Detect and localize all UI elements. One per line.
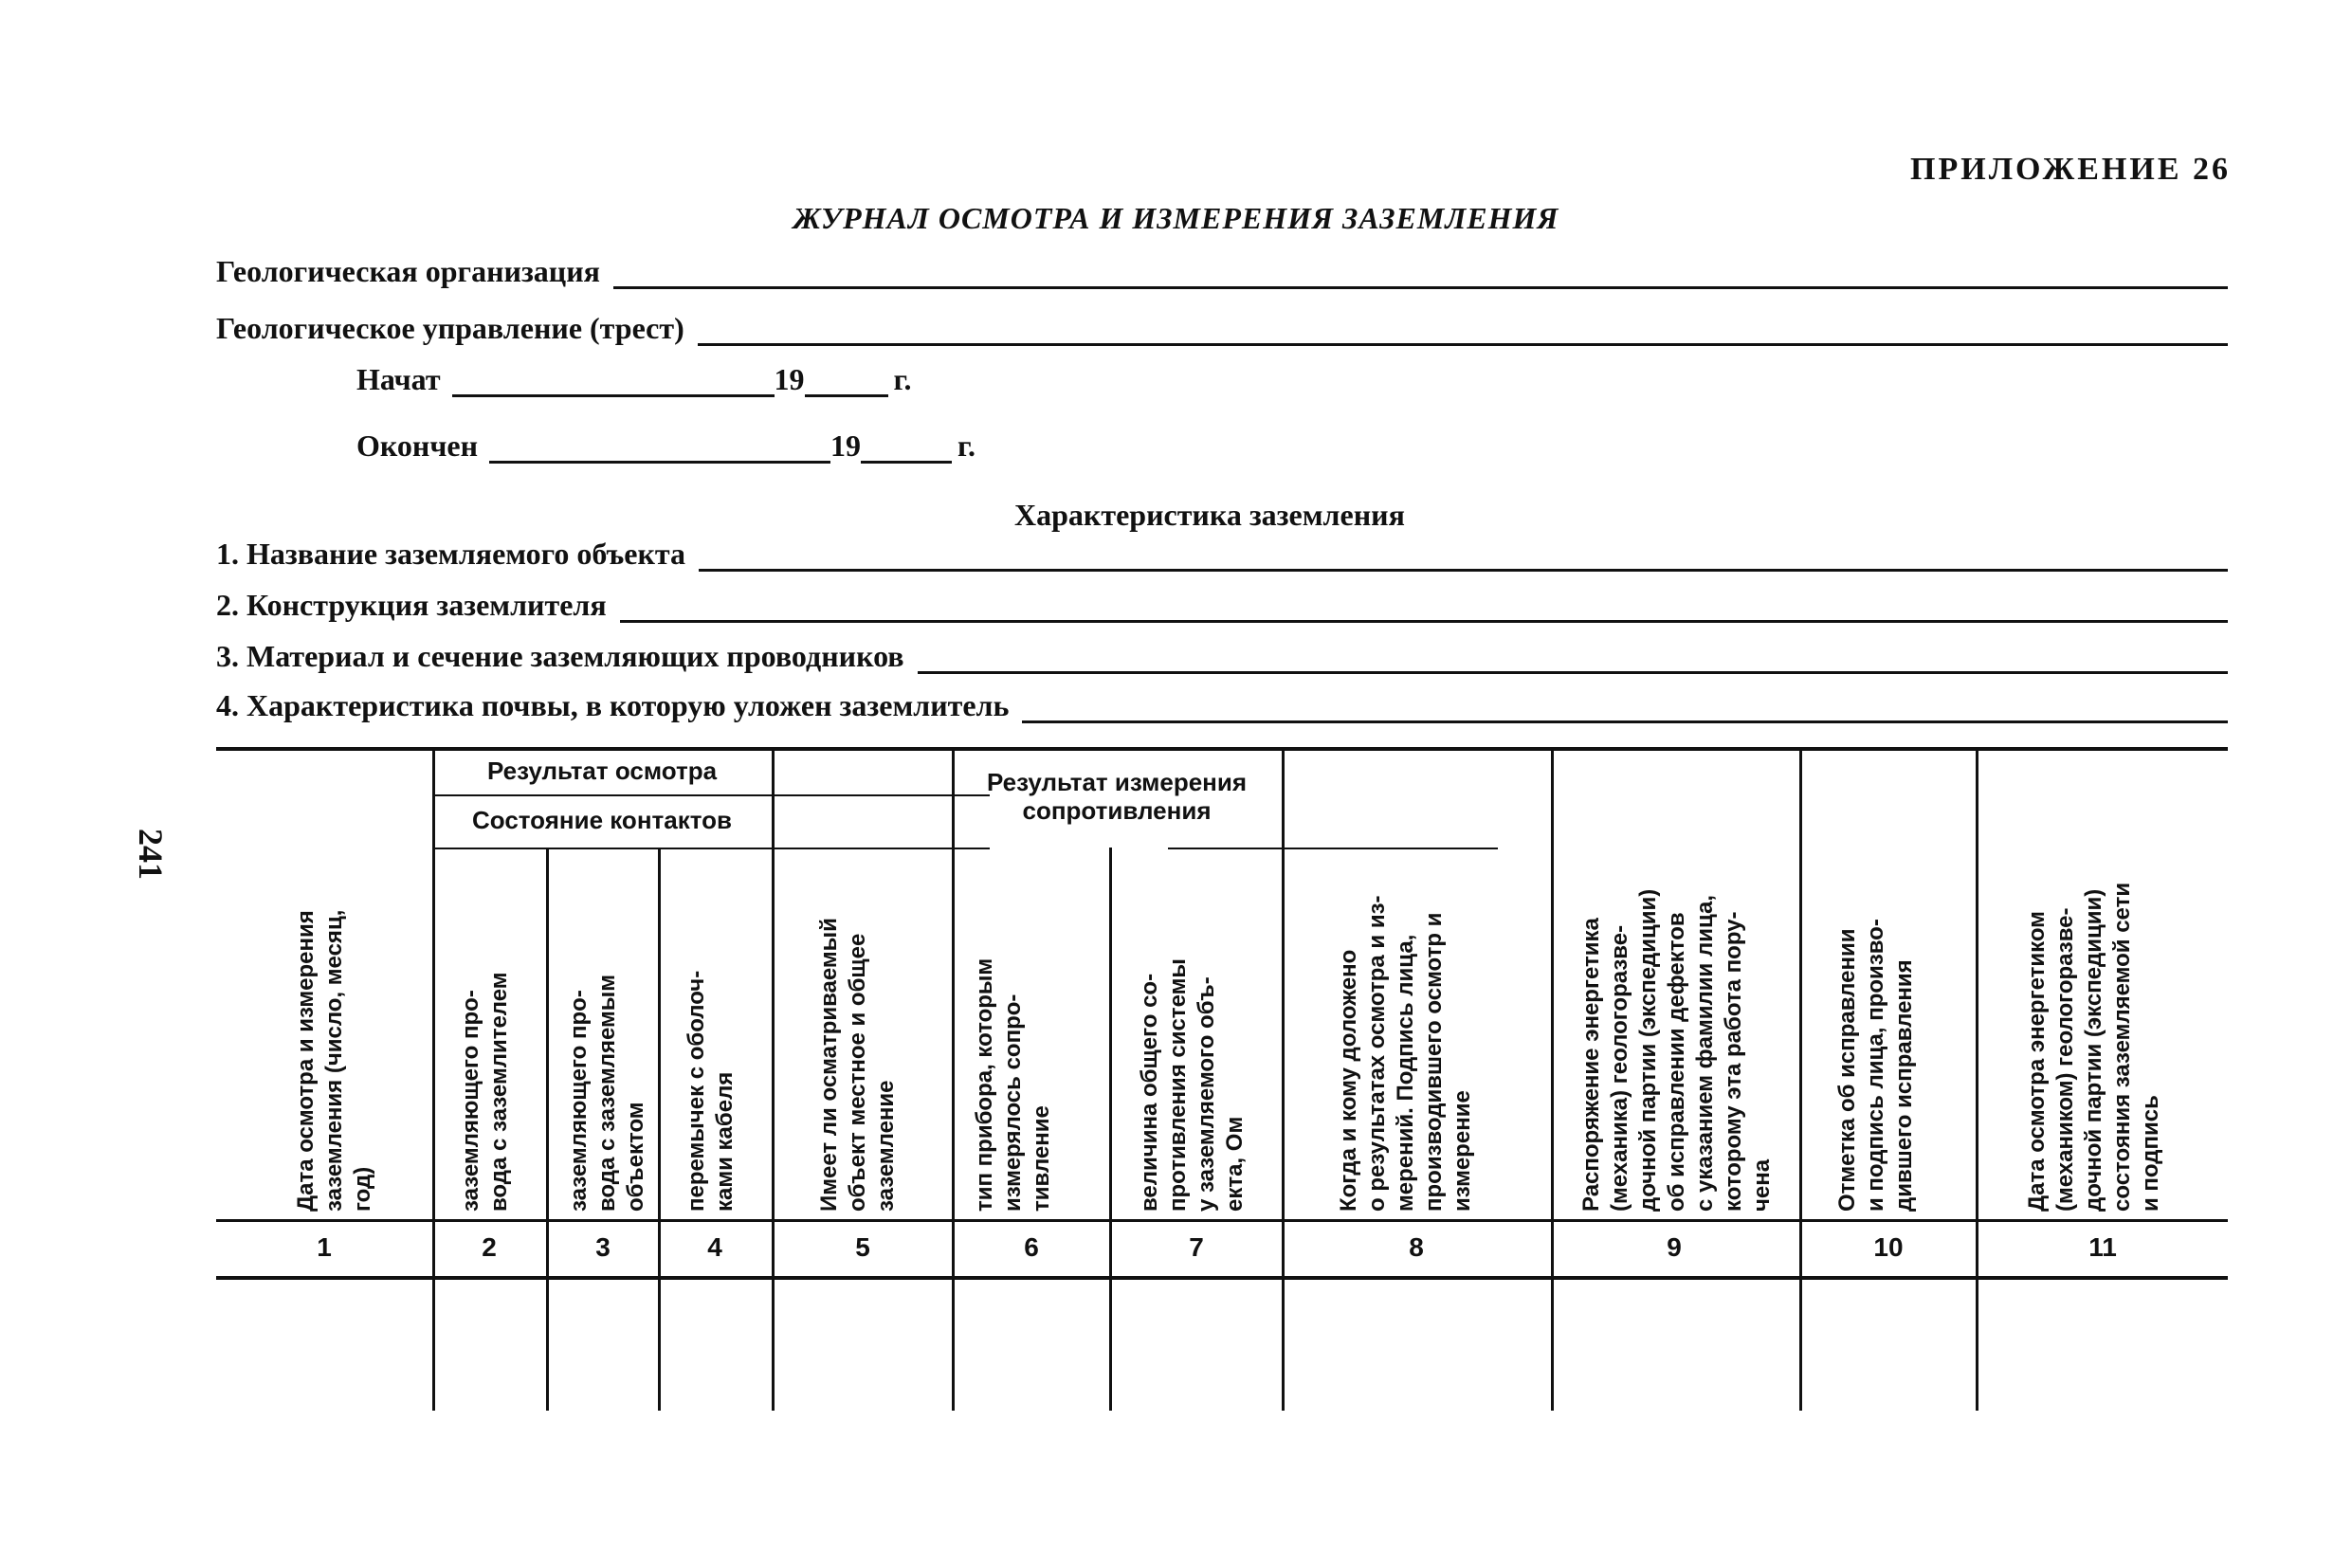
- column-divider: [1976, 747, 1978, 1411]
- column-divider: [546, 848, 549, 1411]
- characteristic-label: 3. Материал и сечение заземляющих проводников: [216, 639, 904, 673]
- column-header-engineer-inspection: Дата осмотра энергетиком (механиком) геологоразве- дочной партии (экспедиции) состояния заземляемой сети и подпись: [2024, 882, 2163, 1212]
- column-number: 9: [1667, 1232, 1682, 1262]
- table-top-rule: [216, 747, 2228, 751]
- journal-table: [216, 747, 2228, 1416]
- characteristic-label: 2. Конструкция заземлителя: [216, 588, 607, 622]
- numbers-bottom-rule: [216, 1276, 2228, 1280]
- column-divider: [1551, 747, 1554, 1411]
- finished-year-prefix: 19: [830, 428, 862, 463]
- contacts-group-header: Состояние контактов: [472, 806, 732, 834]
- organization-field: [216, 254, 2228, 289]
- column-number: 5: [855, 1232, 870, 1262]
- column-divider: [432, 747, 435, 1411]
- started-label: Начат: [356, 362, 441, 396]
- header-bottom-rule: [216, 1219, 2228, 1222]
- column-header-earthing-type: Имеет ли осматриваемый объект местное и общее заземление: [816, 918, 899, 1212]
- column-header-conductor-object: заземляющего про- вода с заземляемым объектом: [566, 975, 648, 1212]
- appendix-label: ПРИЛОЖЕНИЕ 26: [1910, 152, 2231, 187]
- contacts-group-rule: [432, 848, 990, 849]
- column-header-cable-jumpers: перемычек с оболоч- ками кабеля: [684, 970, 738, 1212]
- started-year-prefix: 19: [774, 362, 805, 396]
- column-number: 1: [317, 1232, 332, 1262]
- characteristics-title: Характеристика заземления: [1014, 498, 1405, 532]
- column-header-instrument-type: тип прибора, которым измерялось сопро- тивление: [972, 957, 1054, 1212]
- finished-field: [356, 428, 975, 464]
- started-field: [356, 362, 911, 397]
- column-number: 3: [595, 1232, 611, 1262]
- organization-label: Геологическая организация: [216, 254, 600, 288]
- column-divider: [1282, 747, 1285, 1411]
- characteristic-label: 1. Название заземляемого объекта: [216, 537, 686, 571]
- column-header-engineer-order: Распоряжение энергетика (механика) геологоразве- дочной партии (экспедиции) об исправлении дефектов с указанием фамилии лица, которому эта работа пору- чена: [1578, 888, 1775, 1212]
- started-date-blank[interactable]: [452, 368, 775, 397]
- characteristic-label: 4. Характеристика почвы, в которую уложен заземлитель: [216, 688, 1010, 722]
- column-number: 4: [707, 1232, 722, 1262]
- column-number: 10: [1873, 1232, 1904, 1262]
- page-number: 241: [132, 829, 170, 880]
- column-number: 11: [2088, 1232, 2117, 1262]
- column-number: 2: [482, 1232, 497, 1262]
- characteristic-item: [216, 688, 2228, 723]
- column-divider: [658, 848, 661, 1411]
- characteristic-blank[interactable]: [918, 645, 2228, 674]
- column-divider: [772, 747, 775, 1411]
- column-header-reported-to: Когда и кому доложено о результатах осмотра и из- мерений. Подпись лица, производившего осмотр и измерение: [1336, 895, 1475, 1212]
- characteristic-blank[interactable]: [699, 542, 2228, 572]
- department-blank[interactable]: [698, 317, 2228, 346]
- department-field: [216, 311, 2228, 346]
- column-divider: [952, 747, 955, 1411]
- characteristic-item: [216, 537, 2228, 572]
- column-header-resistance-value: величина общего со- противления системы у заземляемого объ- екта, Ом: [1137, 958, 1248, 1212]
- measurement-group-header: Результат измерения сопротивления: [986, 768, 1248, 825]
- characteristic-item: [216, 639, 2228, 674]
- characteristic-blank[interactable]: [1022, 694, 2228, 723]
- column-header-correction-mark: Отметка об исправлении и подпись лица, произво- дившего исправления: [1834, 919, 1917, 1212]
- organization-blank[interactable]: [613, 260, 2228, 289]
- column-number: 7: [1189, 1232, 1204, 1262]
- column-divider: [1799, 747, 1802, 1411]
- column-number: 8: [1409, 1232, 1424, 1262]
- column-divider: [1109, 848, 1112, 1411]
- column-number: 6: [1024, 1232, 1039, 1262]
- characteristic-item: [216, 588, 2228, 623]
- finished-year-blank[interactable]: [861, 434, 952, 464]
- column-header-conductor-electrode: заземляющего про- вода с заземлителем: [458, 972, 512, 1212]
- inspection-group-header: Результат осмотра: [486, 757, 718, 785]
- column-header-date: Дата осмотра и измерения заземления (число, месяц, год): [293, 909, 375, 1212]
- document-title: ЖУРНАЛ ОСМОТРА И ИЗМЕРЕНИЯ ЗАЗЕМЛЕНИЯ: [793, 201, 1559, 235]
- finished-date-blank[interactable]: [489, 434, 830, 464]
- department-label: Геологическое управление (трест): [216, 311, 684, 345]
- characteristic-blank[interactable]: [620, 593, 2228, 623]
- finished-label: Окончен: [356, 428, 479, 463]
- finished-year-suffix: г.: [957, 428, 975, 463]
- started-year-suffix: г.: [893, 362, 912, 396]
- inspection-group-rule: [432, 794, 990, 796]
- started-year-blank[interactable]: [805, 368, 888, 397]
